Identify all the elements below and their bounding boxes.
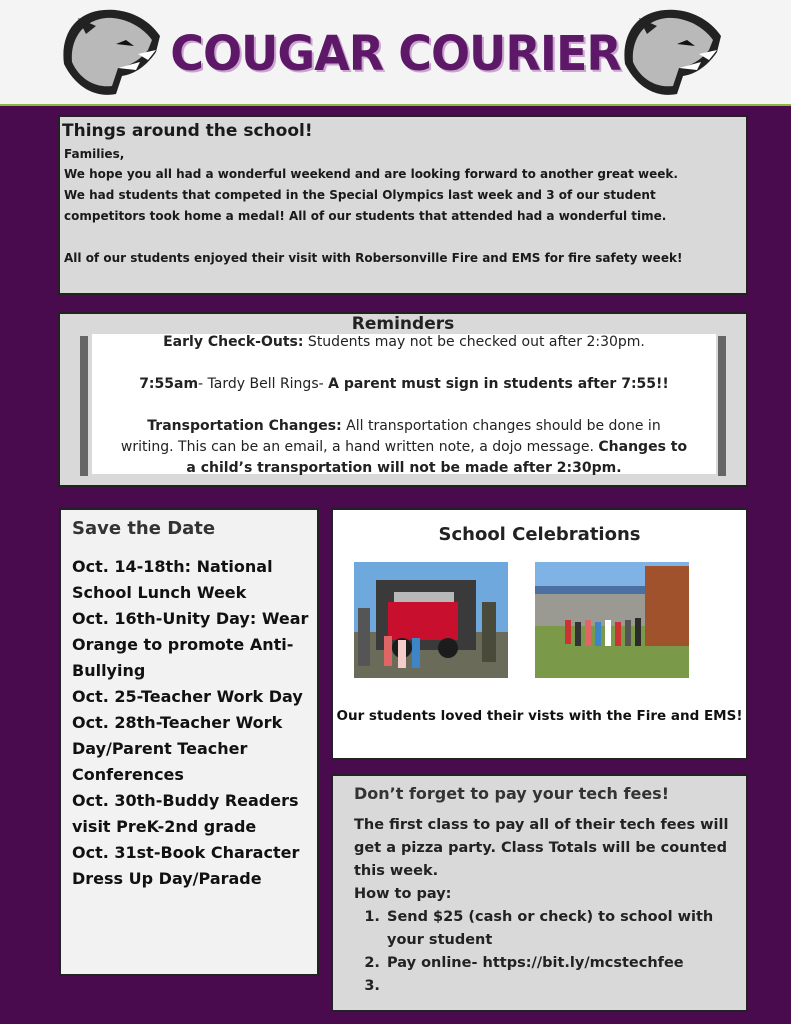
things-greeting: Families, <box>64 147 125 161</box>
things-around-school-section <box>58 115 748 295</box>
save-the-date-section <box>59 508 319 976</box>
fire-truck-photo <box>354 562 508 678</box>
cougar-logo-right-icon <box>617 4 727 100</box>
celebrations-caption: Our students loved their vists with the Fire and EMS! <box>336 708 743 724</box>
reminder-tardy-time: 7:55am <box>139 376 199 392</box>
save-the-date-title: Save the Date <box>72 518 216 539</box>
reminder-transportation-text-1: All transportation changes should be done in <box>341 418 661 434</box>
reminder-early-checkout <box>92 334 716 350</box>
save-the-date-item: Oct. 30th-Buddy Readers visit PreK-2nd grade <box>72 791 299 836</box>
save-the-date-item: Oct. 16th-Unity Day: Wear Orange to promote Anti-Bullying <box>72 609 309 680</box>
reminders-title: Reminders <box>351 314 455 334</box>
tech-fees-section <box>331 774 748 1012</box>
reminders-left-bar <box>80 336 88 476</box>
reminder-tardy-text: - Tardy Bell Rings- <box>198 376 329 392</box>
school-celebrations-section <box>331 508 748 760</box>
tech-fees-steps <box>354 906 734 998</box>
reminders-section <box>58 312 748 487</box>
things-line-2: We had students that competed in the Special Olympics last week and 3 of our student <box>64 188 656 202</box>
reminder-transportation-label: Transportation Changes: <box>147 418 342 434</box>
things-line-3: competitors took home a medal! All of our students that attended had a wonderful time. <box>64 209 667 223</box>
tech-fees-body <box>354 814 734 998</box>
celebrations-title: School Celebrations <box>438 524 641 545</box>
reminder-transportation-bold-2: a child’s transportation will not be made after 2:30pm. <box>186 460 622 476</box>
tech-fees-step: 1. Send $25 (cash or check) to school with your student <box>385 906 734 952</box>
things-heading: Things around the school! <box>62 121 313 141</box>
reminder-tardy-bold: A parent must sign in students after 7:55!! <box>328 376 669 392</box>
tech-fees-step: 2. Pay online- https://bit.ly/mcstechfee <box>385 952 734 975</box>
reminder-tardy-bell <box>92 376 716 392</box>
things-line-1: We hope you all had a wonderful weekend and are looking forward to another great week. <box>64 167 678 181</box>
reminders-content <box>92 334 716 474</box>
save-the-date-item: Oct. 25-Teacher Work Day <box>72 687 303 706</box>
save-the-date-item: Oct. 31st-Book Character Dress Up Day/Parade <box>72 843 300 888</box>
reminder-transportation-bold-1: Changes to <box>598 439 688 455</box>
reminder-transportation-line-1 <box>92 418 716 434</box>
reminder-transportation-line-2 <box>92 439 716 455</box>
save-the-date-list <box>72 554 318 892</box>
tech-fees-step <box>385 975 734 998</box>
save-the-date-item: Oct. 14-18th: National School Lunch Week <box>72 557 273 602</box>
tech-fees-title: Don’t forget to pay your tech fees! <box>354 784 669 803</box>
students-outside-photo <box>535 562 689 678</box>
header <box>0 0 791 106</box>
reminder-early-checkout-label: Early Check-Outs: <box>163 334 304 350</box>
reminder-transportation-text-2: writing. This can be an email, a hand written note, a dojo message. <box>120 439 599 455</box>
things-line-4: All of our students enjoyed their visit with Robersonville Fire and EMS for fire safety week! <box>64 251 683 265</box>
tech-fees-how-label: How to pay: <box>354 886 452 902</box>
newsletter-title: COUGAR COURIER <box>170 24 621 82</box>
reminder-early-checkout-text: Students may not be checked out after 2:30pm. <box>303 334 645 350</box>
save-the-date-item: Oct. 28th-Teacher Work Day/Parent Teacher Conferences <box>72 713 283 784</box>
reminders-right-bar <box>718 336 726 476</box>
tech-fees-description: The first class to pay all of their tech fees will get a pizza party. Class Totals will be counted this week. <box>354 817 729 879</box>
